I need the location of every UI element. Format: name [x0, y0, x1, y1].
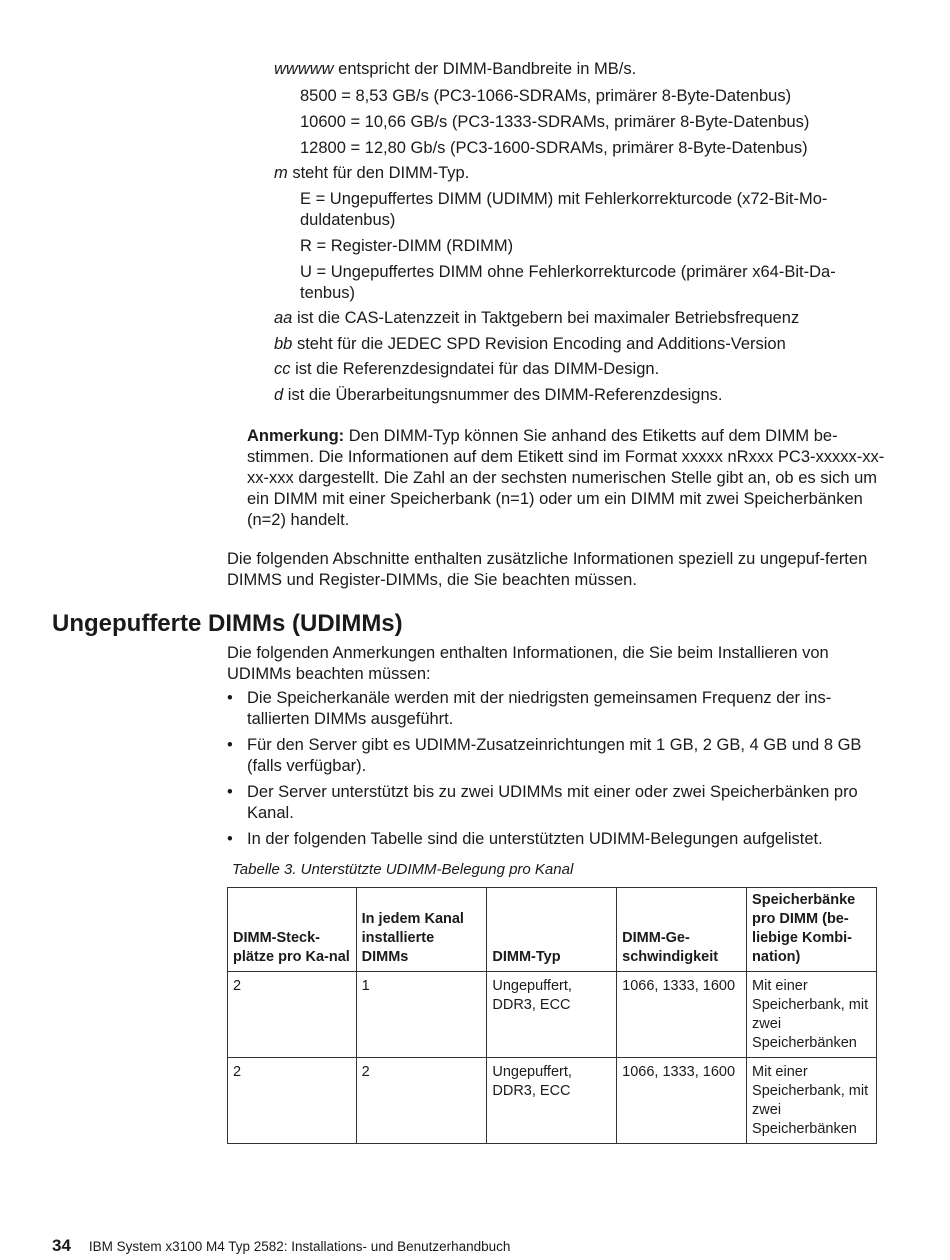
definition-text: R = Register-DIMM (RDIMM)	[300, 237, 514, 255]
definition-term: m	[274, 164, 288, 182]
definition-d	[274, 385, 874, 406]
definition-r	[300, 236, 870, 257]
definition-text: E = Ungepuffertes DIMM (UDIMM) mit Fehlerkorrekturcode (x72-Bit-Mo-duldatenbus)	[300, 190, 828, 229]
bullet-icon: •	[227, 783, 233, 801]
definition-text: steht für den DIMM-Typ.	[287, 164, 470, 182]
list-item-text: Der Server unterstützt bis zu zwei UDIMMs mit einer oder zwei Speicherbänken pro Kanal.	[247, 783, 858, 822]
definition-text: ist die Referenzdesigndatei für das DIMM-Design.	[290, 360, 660, 378]
table-cell: 2	[356, 1058, 487, 1144]
table-header-row	[228, 888, 877, 972]
table-cell: 1	[356, 972, 487, 1058]
column-header: DIMM-Ge-schwindigkeit	[617, 888, 747, 972]
definition-u	[300, 262, 870, 304]
definition-cc	[274, 359, 874, 380]
bullet-icon: •	[227, 736, 233, 754]
definition-12800	[300, 138, 880, 159]
list-item-text: Für den Server gibt es UDIMM-Zusatzeinrichtungen mit 1 GB, 2 GB, 4 GB und 8 GB (falls verfügbar).	[247, 736, 862, 775]
column-header: DIMM-Typ	[487, 888, 617, 972]
definition-term: cc	[274, 360, 291, 378]
footer-text: IBM System x3100 M4 Typ 2582: Installations- und Benutzerhandbuch	[88, 1239, 511, 1254]
definition-aa	[274, 308, 874, 329]
list-item	[227, 782, 877, 824]
table-row	[228, 1058, 877, 1144]
section-intro: Die folgenden Anmerkungen enthalten Informationen, die Sie beim Installieren von UDIMMs beachten müssen:	[227, 644, 829, 683]
table-cell: 1066, 1333, 1600	[617, 1058, 747, 1144]
column-header: Speicherbänke pro DIMM (be-liebige Kombi-nation)	[747, 888, 877, 972]
definition-text: U = Ungepuffertes DIMM ohne Fehlerkorrekturcode (primärer x64-Bit-Da-tenbus)	[300, 263, 836, 302]
table-cell: Ungepuffert, DDR3, ECC	[487, 972, 617, 1058]
definition-10600	[300, 112, 880, 133]
list-item-text: Die Speicherkanäle werden mit der niedrigsten gemeinsamen Frequenz der ins-tallierten DIMMs ausgeführt.	[247, 689, 832, 728]
list-item	[227, 735, 877, 777]
definition-term: d	[274, 386, 284, 404]
definition-term: bb	[274, 335, 293, 353]
note-text: Den DIMM-Typ können Sie anhand des Etiketts auf dem DIMM be-stimmen. Die Informationen auf dem Etikett sind im Format xxxxx nRxxx PC3-xxxxx-xx-xx-xxx dargestellt. Die Zahl an der sechsten numerischen Stelle gibt an, ob es sich um ein DIMM mit einer Speicherbank (n=1) oder um ein DIMM mit zwei Speicherbänken (n=2) handelt.	[247, 427, 885, 529]
list-item	[227, 829, 877, 850]
definition-text: 12800 = 12,80 Gb/s (PC3-1600-SDRAMs, primärer 8-Byte-Datenbus)	[300, 139, 808, 157]
table-cell: Mit einer Speicherbank, mit zwei Speicherbänken	[747, 972, 877, 1058]
bullet-list	[227, 688, 877, 855]
definition-term: wwwww	[274, 60, 334, 78]
table-cell: Ungepuffert, DDR3, ECC	[487, 1058, 617, 1144]
column-header: DIMM-Steck-plätze pro Ka-nal	[228, 888, 357, 972]
definition-bb	[274, 334, 874, 355]
note-label: Anmerkung:	[247, 427, 345, 445]
table-cell: Mit einer Speicherbank, mit zwei Speicherbänken	[747, 1058, 877, 1144]
definition-text: entspricht der DIMM-Bandbreite in MB/s.	[333, 60, 637, 78]
definition-text: steht für die JEDEC SPD Revision Encoding and Additions-Version	[292, 335, 786, 353]
definition-text: 10600 = 10,66 GB/s (PC3-1333-SDRAMs, primärer 8-Byte-Datenbus)	[300, 113, 810, 131]
column-header: In jedem Kanal installierte DIMMs	[356, 888, 487, 972]
definition-m	[274, 163, 874, 184]
definition-e	[300, 189, 870, 231]
definition-8500	[300, 86, 880, 107]
list-item-text: In der folgenden Tabelle sind die unterstützten UDIMM-Belegungen aufgelistet.	[247, 830, 823, 848]
list-item	[227, 688, 877, 730]
definition-term: aa	[274, 309, 293, 327]
definition-wwwww	[274, 59, 874, 80]
page-footer	[52, 1236, 510, 1257]
udimm-table	[227, 887, 877, 1144]
table-cell: 1066, 1333, 1600	[617, 972, 747, 1058]
page-number: 34	[52, 1236, 71, 1255]
definition-text: ist die CAS-Latenzzeit in Taktgebern bei maximaler Betriebsfrequenz	[292, 309, 800, 327]
table-caption: Tabelle 3. Unterstützte UDIMM-Belegung pro Kanal	[232, 861, 574, 878]
bullet-icon: •	[227, 689, 233, 707]
table-row	[228, 972, 877, 1058]
note-paragraph	[247, 426, 887, 531]
section-heading: Ungepufferte DIMMs (UDIMMs)	[52, 610, 403, 637]
table-cell: 2	[228, 972, 357, 1058]
table-cell: 2	[228, 1058, 357, 1144]
definition-text: ist die Überarbeitungsnummer des DIMM-Referenzdesigns.	[283, 386, 723, 404]
intro-paragraph: Die folgenden Abschnitte enthalten zusätzliche Informationen speziell zu ungepuf-ferten DIMMS und Register-DIMMs, die Sie beachten müssen.	[227, 550, 868, 589]
definition-text: 8500 = 8,53 GB/s (PC3-1066-SDRAMs, primärer 8-Byte-Datenbus)	[300, 87, 792, 105]
bullet-icon: •	[227, 830, 233, 848]
